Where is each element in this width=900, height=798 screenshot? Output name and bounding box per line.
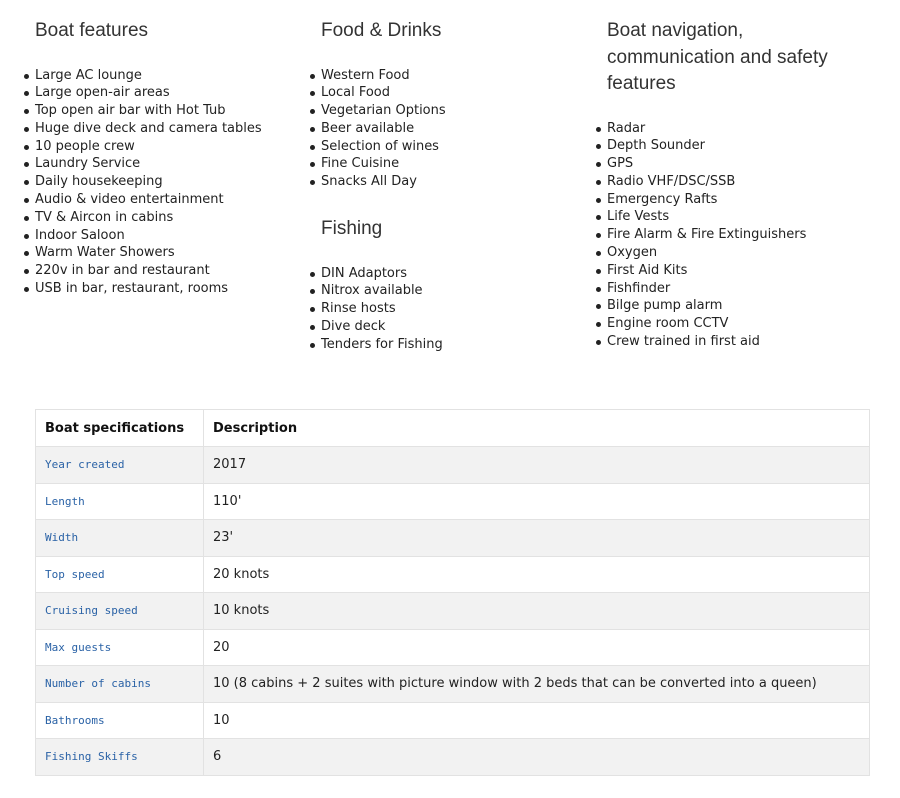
list-item: GPS [607, 155, 877, 173]
boat-specifications-table [35, 409, 870, 776]
list-item: Selection of wines [321, 138, 581, 156]
table-row [36, 702, 870, 739]
boat-features-heading: Boat features [35, 20, 149, 41]
spec-value-cell: 110' [204, 483, 870, 520]
list-item: Daily housekeeping [35, 173, 295, 191]
list-item: DIN Adaptors [321, 265, 581, 283]
spec-value-cell: 10 knots [204, 593, 870, 630]
list-item: Rinse hosts [321, 300, 581, 318]
table-row [36, 556, 870, 593]
list-item: Radio VHF/DSC/SSB [607, 173, 877, 191]
table-row [36, 629, 870, 666]
list-item: Oxygen [607, 244, 877, 262]
spec-name-cell: Year created [36, 447, 204, 484]
list-item: Radar [607, 120, 877, 138]
list-item: Bilge pump alarm [607, 297, 877, 315]
column-header-description: Description [204, 410, 870, 447]
table-row [36, 739, 870, 776]
list-item: Emergency Rafts [607, 191, 877, 209]
navigation-heading-line: Boat navigation, [607, 20, 744, 41]
list-item: Laundry Service [35, 155, 295, 173]
list-item: Snacks All Day [321, 173, 581, 191]
list-item: 10 people crew [35, 138, 295, 156]
spec-value-cell: 23' [204, 520, 870, 557]
list-item: Huge dive deck and camera tables [35, 120, 295, 138]
column-header-specifications: Boat specifications [36, 410, 204, 447]
table-row [36, 483, 870, 520]
spec-name-cell: Max guests [36, 629, 204, 666]
food-fishing-section [321, 18, 581, 354]
list-item: First Aid Kits [607, 262, 877, 280]
spec-value-cell: 6 [204, 739, 870, 776]
list-item: Fire Alarm & Fire Extinguishers [607, 226, 877, 244]
list-item: Nitrox available [321, 282, 581, 300]
fishing-heading: Fishing [321, 218, 383, 240]
list-item: Western Food [321, 67, 581, 85]
list-item: USB in bar, restaurant, rooms [35, 280, 295, 298]
navigation-heading [607, 18, 877, 98]
table-row [36, 447, 870, 484]
spec-name-cell: Number of cabins [36, 666, 204, 703]
spec-name-cell: Length [36, 483, 204, 520]
spec-name-cell: Bathrooms [36, 702, 204, 739]
list-item: TV & Aircon in cabins [35, 209, 295, 227]
table-row [36, 520, 870, 557]
list-item: Life Vests [607, 208, 877, 226]
list-item: Local Food [321, 84, 581, 102]
list-item: Indoor Saloon [35, 227, 295, 245]
list-item: Depth Sounder [607, 137, 877, 155]
spec-name-cell: Width [36, 520, 204, 557]
navigation-heading-line: features [607, 73, 676, 94]
spec-value-cell: 10 [204, 702, 870, 739]
list-item: Warm Water Showers [35, 244, 295, 262]
spec-value-cell: 2017 [204, 447, 870, 484]
boat-features-list [35, 67, 295, 298]
spec-value-cell: 20 knots [204, 556, 870, 593]
navigation-list [607, 120, 877, 351]
table-header-row [36, 410, 870, 447]
spec-name-cell: Top speed [36, 556, 204, 593]
spec-value-cell: 10 (8 cabins + 2 suites with picture window with 2 beds that can be converted into a queen) [204, 666, 870, 703]
list-item: Large open-air areas [35, 84, 295, 102]
navigation-safety-section [607, 18, 877, 351]
boat-features-section [35, 18, 295, 298]
list-item: Beer available [321, 120, 581, 138]
list-item: Top open air bar with Hot Tub [35, 102, 295, 120]
list-item: Tenders for Fishing [321, 336, 581, 354]
list-item: Audio & video entertainment [35, 191, 295, 209]
list-item: Fine Cuisine [321, 155, 581, 173]
list-item: Crew trained in first aid [607, 333, 877, 351]
list-item: Large AC lounge [35, 67, 295, 85]
spec-name-cell: Cruising speed [36, 593, 204, 630]
fishing-list [321, 265, 581, 354]
spec-name-cell: Fishing Skiffs [36, 739, 204, 776]
list-item: Engine room CCTV [607, 315, 877, 333]
list-item: Dive deck [321, 318, 581, 336]
table-row [36, 593, 870, 630]
food-drinks-heading: Food & Drinks [321, 20, 442, 41]
list-item: Fishfinder [607, 280, 877, 298]
spec-value-cell: 20 [204, 629, 870, 666]
food-drinks-list [321, 67, 581, 192]
list-item: Vegetarian Options [321, 102, 581, 120]
table-row [36, 666, 870, 703]
list-item: 220v in bar and restaurant [35, 262, 295, 280]
navigation-heading-line: communication and safety [607, 46, 828, 68]
